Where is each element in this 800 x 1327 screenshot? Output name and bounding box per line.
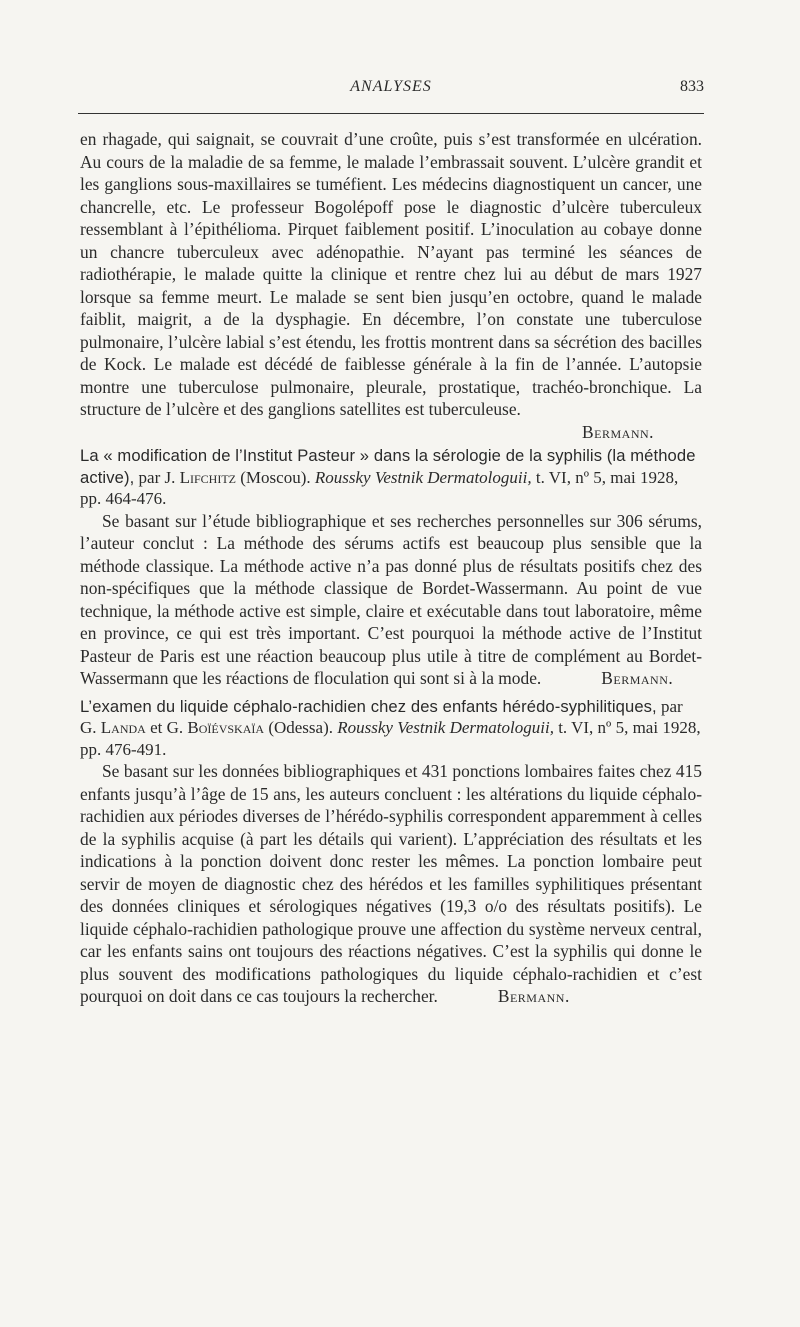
article-author-2: Boïévskaïa [187, 718, 265, 737]
heading-by: par J. [134, 467, 180, 487]
running-title: ANALYSES [350, 78, 432, 95]
article-csf-examination [80, 696, 702, 1008]
heading-by: par G. [80, 696, 683, 737]
journal-name: Roussky Vestnik Dermatologuii, [314, 467, 532, 487]
journal-reference: t. VI, nº 5, mai 1928, pp. 464-476. [80, 467, 679, 508]
author-signature: Bermann. [497, 986, 570, 1006]
author-signature: Bermann. [601, 668, 674, 688]
journal-name: Roussky Vestnik Dermatologuii, [337, 718, 554, 737]
article-heading [80, 696, 702, 761]
article-author: Lifchitz [179, 467, 237, 487]
page-number: 833 [680, 78, 704, 95]
article-heading [80, 445, 702, 510]
article-pasteur-modification [80, 445, 702, 690]
section-spacer [80, 690, 702, 694]
article-author-1: Landa [100, 718, 146, 737]
page-header [78, 78, 704, 102]
header-rule [78, 113, 704, 114]
article-paragraph [80, 760, 702, 1008]
article-paragraph: en rhagade, qui saignait, se couvrait d’une croûte, puis s’est transformée en ulcération. Au cours de la maladie de sa femme, le malade l’embrassait souvent. L’ulcère grandit et les ganglions sous-maxillaires se tuméfient. Les médecins diagnostiquent un cancer, une chancrelle, etc. Le professeur Bogolépoff pose le diagnostic d’ulcère tuberculeux ressemblant à l’épithélioma. Pirquet faiblement positif. L’inoculation au cobaye donne un chancre tuberculeux avec adénopathie. N’ayant pas terminé les séances de radiothérapie, le malade quitte la clinique et rentre chez lui au début de mars 1927 lorsque sa femme meurt. Le malade se sent bien jusqu’en octobre, quand le malade faiblit, maigrit, a de la dysphagie. En décembre, l’on constate une tuberculose pulmonaire, l’ulcère labial s’est étendu, les frottis montrent dans sa sécrétion des bacilles de Kock. Le malade est décédé de faiblesse générale à la fin de l’année. L’autopsie montre une tuberculose pulmonaire, pleurale, prostatique, trachéo-bronchique. La structure de l’ulcère et des ganglions satellites est tuberculeuse. [80, 129, 702, 419]
paragraph-text: Se basant sur l’étude bibliographique et ses recherches personnelles sur 306 sérums, l’auteur conclut : La méthode des sérums actifs est beaucoup plus sensible que la méthode classique. La méthode active n’a pas donné plus de résultats positifs chez des non-spécifiques que la méthode classique de Bordet-Wassermann. Au point de vue technique, la méthode active est simple, claire et exécutable dans tout laboratoire, même en province, ce qui est très important. C’est pourquoi la méthode active de l’Institut Pasteur de Paris est une réaction beaucoup plus utile à titre de complément au Bordet-Wassermann que les réactions de floculation qui sont si à la mode. [80, 510, 702, 688]
heading-and: et G. [145, 718, 188, 737]
article-place: (Moscou). [236, 467, 315, 487]
body-text [80, 128, 702, 1008]
article-bogolepoff-case [80, 128, 702, 443]
article-paragraph [80, 510, 702, 690]
author-signature: Bermann. [582, 421, 654, 442]
article-title: La « modification de l’Institut Pasteur » dans la sérologie de la syphilis (la méthode active), [80, 446, 696, 487]
paragraph-text: Se basant sur les données bibliographiques et 431 ponctions lombaires faites chez 415 enfants jusqu’à l’âge de 15 ans, les auteurs concluent : les altérations du liquide céphalo-rachidien aux périodes diverses de l’hérédo-syphilis correspondent apparemment à celles de la syphilis acquise (à part les détails qui varient). L’appréciation des résultats et les indications à la ponction doivent donc rester les mêmes. La ponction lombaire peut servir de moyen de diagnostic chez des hérédos et les familles syphilitiques présentant des données cliniques et sérologiques négatives (19,3 o/o des résultats positifs). Le liquide céphalo-rachidien pathologique prouve une affection du système nerveux central, car les enfants sains ont toujours des réactions négatives. C’est la syphilis qui donne le plus souvent des modifications pathologiques du liquide céphalo-rachidien et c’est pourquoi on doit dans ce cas toujours la rechercher. [80, 761, 702, 1006]
article-place: (Odessa). [264, 718, 338, 737]
article-title: L’examen du liquide céphalo-rachidien chez des enfants hérédo-syphilitiques, [80, 696, 657, 716]
journal-reference: t. VI, nº 5, mai 1928, pp. 476-491. [80, 718, 701, 759]
